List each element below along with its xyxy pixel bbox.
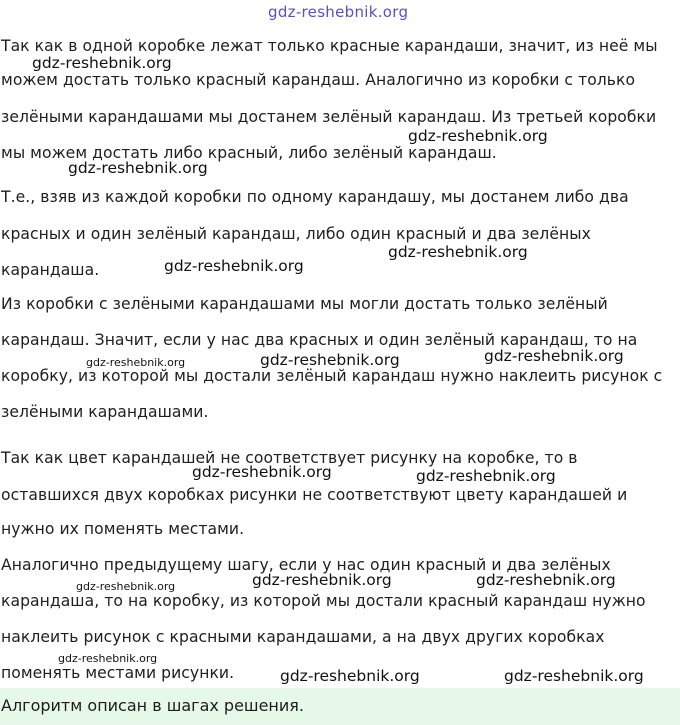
watermark: gdz-reshebnik.org <box>484 347 624 365</box>
watermark: gdz-reshebnik.org <box>408 127 548 145</box>
answer-text: Алгоритм описан в шагах решения. <box>1 696 304 715</box>
watermark: gdz-reshebnik.org <box>192 463 332 481</box>
paragraph-2-line-3: карандаша. <box>1 261 100 279</box>
paragraph-4-line-1: Так как цвет карандашей не соответствует рисунку на коробке, то в <box>1 449 578 467</box>
watermark: gdz-reshebnik.org <box>504 667 644 685</box>
watermark: gdz-reshebnik.org <box>476 571 616 589</box>
watermark: gdz-reshebnik.org <box>164 257 304 275</box>
paragraph-3-line-4: зелёными карандашами. <box>1 403 209 421</box>
paragraph-1-line-3: зелёными карандашами мы достанем зелёный карандаш. Из третьей коробки <box>1 108 657 126</box>
paragraph-1-line-4: мы можем достать либо красный, либо зелёный карандаш. <box>1 144 497 162</box>
watermark: gdz-reshebnik.org <box>58 652 158 665</box>
top-watermark: gdz-reshebnik.org <box>268 3 409 21</box>
paragraph-3-line-1: Из коробки с зелёными карандашами мы могли достать только зелёный <box>1 295 608 313</box>
paragraph-5-line-1: Аналогично предыдущему шагу, если у нас один красный и два зелёных <box>1 556 611 574</box>
paragraph-3-line-3: коробку, из которой мы достали зелёный карандаш нужно наклеить рисунок с <box>1 367 663 385</box>
watermark: gdz-reshebnik.org <box>76 580 176 593</box>
paragraph-4-line-3: нужно их поменять местами. <box>1 520 245 538</box>
watermark: gdz-reshebnik.org <box>32 54 172 72</box>
answer-box <box>0 688 680 725</box>
paragraph-5-line-2: карандаша, то на коробку, из которой мы достали красный карандаш нужно <box>1 592 646 610</box>
watermark: gdz-reshebnik.org <box>252 571 392 589</box>
watermark: gdz-reshebnik.org <box>280 667 420 685</box>
watermark: gdz-reshebnik.org <box>86 356 186 369</box>
watermark: gdz-reshebnik.org <box>416 467 556 485</box>
paragraph-1-line-1: Так как в одной коробке лежат только красные карандаши, значит, из неё мы <box>1 37 658 55</box>
paragraph-3-line-2: карандаш. Значит, если у нас два красных и один зелёный карандаш, то на <box>1 331 638 349</box>
paragraph-5-line-3: наклеить рисунок с красными карандашами, а на двух других коробках <box>1 628 605 646</box>
watermark: gdz-reshebnik.org <box>68 159 208 177</box>
paragraph-2-line-1: Т.е., взяв из каждой коробки по одному карандашу, мы достанем либо два <box>1 188 629 206</box>
paragraph-2-line-2: красных и один зелёный карандаш, либо один красный и два зелёных <box>1 225 591 243</box>
watermark: gdz-reshebnik.org <box>388 243 528 261</box>
paragraph-1-line-2: можем достать только красный карандаш. Аналогично из коробки с только <box>1 71 636 89</box>
paragraph-5-line-4: поменять местами рисунки. <box>1 664 235 682</box>
paragraph-4-line-2: оставшихся двух коробках рисунки не соответствуют цвету карандашей и <box>1 486 628 504</box>
watermark: gdz-reshebnik.org <box>260 351 400 369</box>
